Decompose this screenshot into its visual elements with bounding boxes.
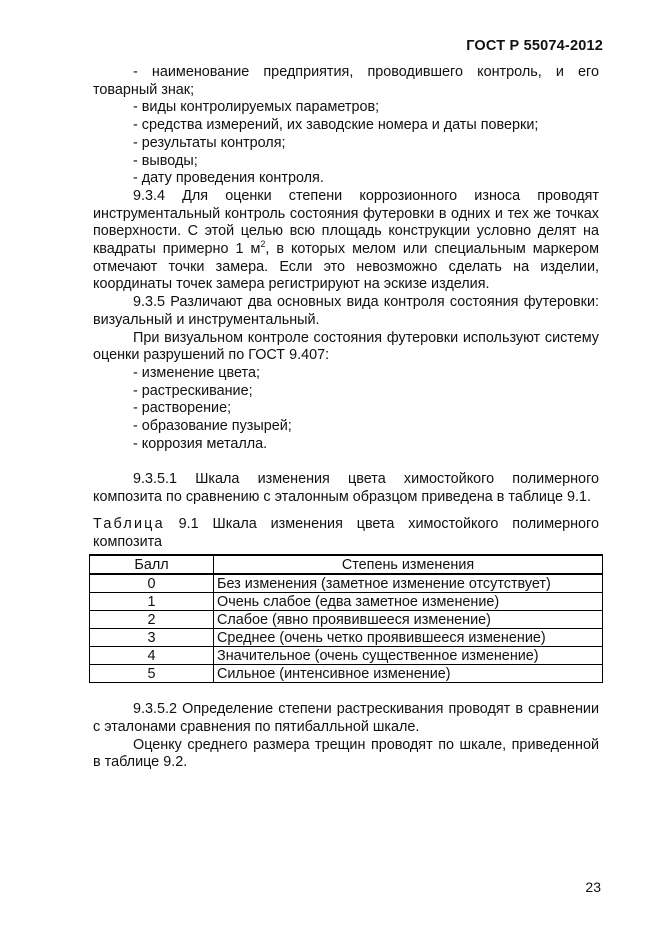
table-caption [93, 516, 599, 551]
table-row [90, 611, 603, 629]
page-number: 23 [585, 879, 601, 895]
table-row [90, 593, 603, 611]
table-header-cell: Балл [90, 555, 214, 574]
document-code: ГОСТ Р 55074-2012 [466, 38, 603, 54]
color-change-scale-table [89, 554, 603, 683]
paragraph-crack-size: Оценку среднего размера трещин проводят по шкале, приведенной в таблице 9.2. [93, 736, 599, 771]
list-item: - растрескивание; [133, 382, 253, 399]
table-cell-score: 1 [90, 593, 214, 611]
superscript: 2 [260, 239, 266, 250]
table-row [90, 574, 603, 593]
table-cell-score: 3 [90, 629, 214, 647]
table-cell-score: 2 [90, 611, 214, 629]
paragraph-visual-control: При визуальном контроле состояния футеровки используют систему оценки разрушений по ГОСТ 9.407: [93, 329, 599, 364]
paragraph-text: 9.3.4 Для оценки степени коррозионного износа проводят инструментальный контроль состояния футеровки в одних и тех же точках поверхности. С этой целью всю площадь конструкции условно делят на квадраты примерно 1 м [93, 187, 599, 258]
paragraph-text: , в которых мелом или специальным маркером отмечают точки замера. Если это невозможно сделать на изделии, координаты точек замера регистрируют на эскизе изделия. [93, 241, 599, 293]
paragraph-9-3-4 [93, 188, 599, 294]
paragraph-9-3-5-1: 9.3.5.1 Шкала изменения цвета химостойкого полимерного композита по сравнению с эталонным образцом приведена в таблице 9.1. [93, 471, 599, 506]
spacer [93, 683, 599, 701]
table-row [90, 629, 603, 647]
table-caption-text: 9.1 Шкала изменения цвета химостойкого полимерного композита [93, 515, 599, 550]
paragraph-9-3-5: 9.3.5 Различают два основных вида контроля состояния футеровки: визуальный и инструментальный. [93, 294, 599, 328]
paragraph-9-3-5-2: 9.3.5.2 Определение степени растрескивания проводят в сравнении с эталонами сравнения по пятибалльной шкале. [93, 701, 599, 735]
table-caption-label: Таблица [93, 515, 165, 532]
table-cell-degree: Значительное (очень существенное изменение) [214, 647, 603, 665]
table-cell-score: 0 [90, 574, 214, 593]
table-header-cell: Степень изменения [214, 555, 603, 574]
table-cell-score: 5 [90, 665, 214, 683]
table-cell-degree: Очень слабое (едва заметное изменение) [214, 593, 603, 611]
table-header-row [90, 555, 603, 574]
list-item: - коррозия металла. [133, 435, 268, 452]
table-row [90, 665, 603, 683]
list-item: - растворение; [133, 400, 232, 417]
spacer [93, 453, 599, 471]
table-cell-degree: Сильное (интенсивное изменение) [214, 665, 603, 683]
list-item: - средства измерений, их заводские номера и даты поверки; [133, 117, 539, 134]
list-item: - образование пузырей; [133, 418, 292, 435]
table-cell-degree: Слабое (явно проявившееся изменение) [214, 611, 603, 629]
list-item: - выводы; [133, 152, 198, 169]
list-item: - дату проведения контроля. [133, 170, 324, 187]
table-row [90, 647, 603, 665]
list-item: - виды контролируемых параметров; [133, 99, 380, 116]
list-item: - изменение цвета; [133, 364, 260, 381]
spacer [93, 507, 599, 516]
table-cell-score: 4 [90, 647, 214, 665]
list-item: - результаты контроля; [133, 134, 286, 151]
list-item-enterprise: - наименование предприятия, проводившего контроль, и его товарный знак; [93, 64, 599, 98]
table-cell-degree: Без изменения (заметное изменение отсутствует) [214, 574, 603, 593]
page-body [93, 64, 599, 772]
table-cell-degree: Среднее (очень четко проявившееся изменение) [214, 629, 603, 647]
